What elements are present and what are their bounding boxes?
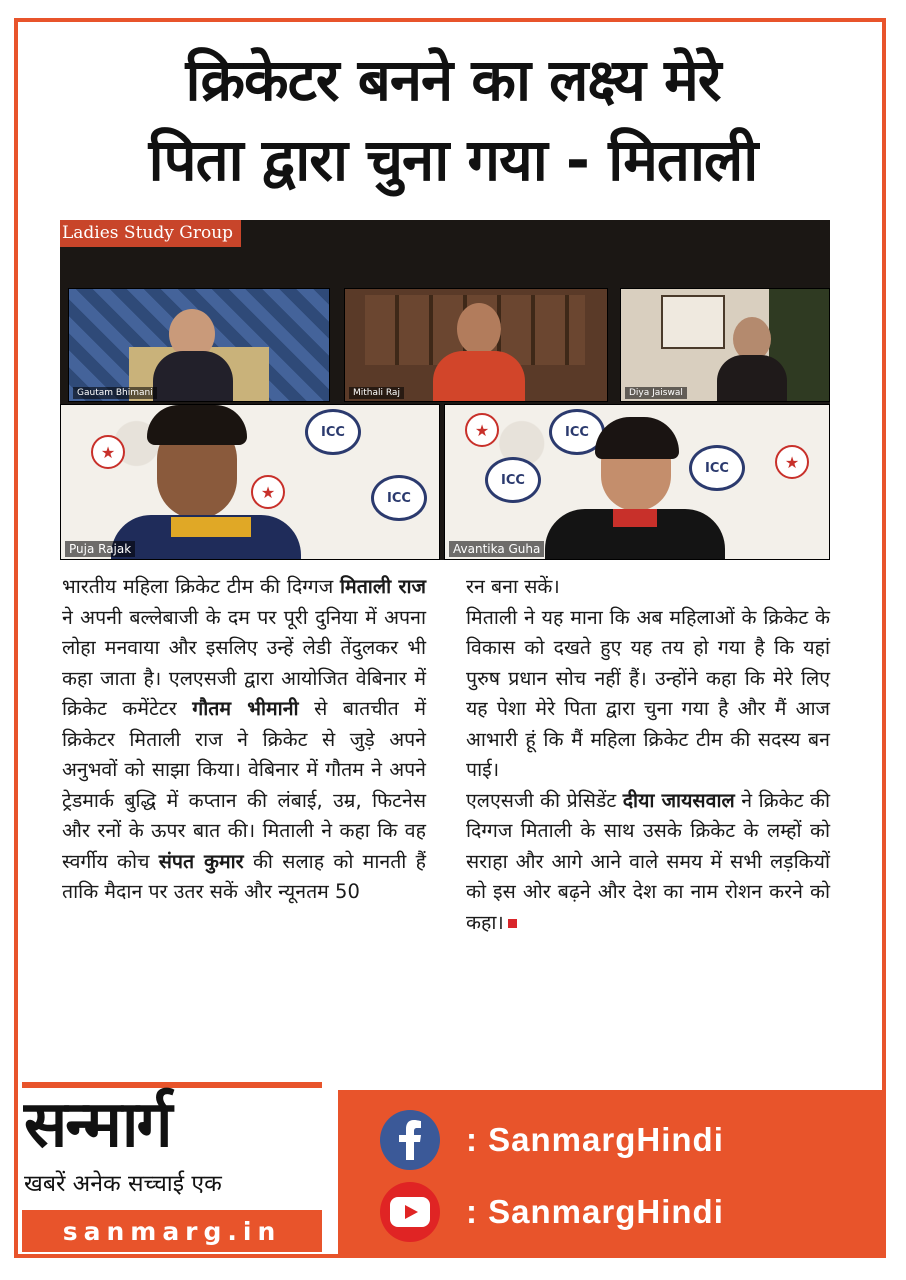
participant-name-4: Puja Rajak <box>65 541 135 557</box>
participant-name-2: Mithali Raj <box>349 387 404 399</box>
star-logo-icon: ★ <box>775 445 809 479</box>
star-logo-icon: ★ <box>91 435 125 469</box>
youtube-row[interactable] <box>380 1182 724 1242</box>
participant-name-5: Avantika Guha <box>449 541 544 557</box>
icc-logo: ICC <box>485 457 541 503</box>
end-mark-icon <box>508 919 517 928</box>
headline-line-2: पिता द्वारा चुना गया - मिताली <box>148 126 758 194</box>
star-logo-icon: ★ <box>251 475 285 509</box>
article-column-right <box>466 572 830 938</box>
article-paragraph <box>466 786 830 939</box>
participant-name-3: Diya Jaiswal <box>625 387 687 399</box>
article-text: एलएसजी की प्रेसिडेंट <box>466 788 623 812</box>
facebook-icon[interactable] <box>380 1110 440 1170</box>
article-bold-name: गौतम भीमानी <box>192 697 299 720</box>
participant-tile-4 <box>60 404 440 560</box>
participant-tile-2 <box>344 288 608 402</box>
headline-line-1: क्रिकेटर बनने का लक्ष्य मेरे <box>185 46 721 114</box>
icc-logo: ICC <box>371 475 427 521</box>
article-bold-name: दीया जायसवाल <box>622 788 735 812</box>
participant-name-1: Gautam Bhimani <box>73 387 157 399</box>
webinar-photo <box>60 220 830 560</box>
article-column-left <box>62 572 426 908</box>
icc-logo: ICC <box>305 409 361 455</box>
article-text: से बातचीत में क्रिकेटर मिताली राज ने क्रिकेट से जुड़े अपने अनुभवों को साझा किया। वेबिनार में गौतम ने अपने ट्रेडमार्क बुद्धि में कप्तान की लंबाई, उम्र, फिटनेस और रनों के ऊपर बात की। मिताली ने कहा कि वह स्वर्गीय कोच <box>62 697 427 873</box>
brand-tagline: खबरें अनेक सच्चाई एक <box>24 1171 222 1197</box>
star-logo-icon: ★ <box>465 413 499 447</box>
article-text: ने अपनी बल्लेबाजी के दम पर पूरी दुनिया में अपना लोहा मनवाया और इसलिए उन्हें लेडी तेंदुलकर भी कहा जाता है। एलएसजी द्वारा आयोजित वेबिनार में क्रिकेट कमेंटेटर <box>62 605 426 720</box>
sanmarg-logo: सन्मार्ग <box>24 1088 171 1162</box>
facebook-row[interactable] <box>380 1110 724 1170</box>
article-bold-name: मिताली राज <box>339 575 427 598</box>
article-paragraph: रन बना सकें। <box>466 575 560 598</box>
social-panel <box>338 1090 884 1254</box>
article-text: की सलाह को मानती हैं ताकि मैदान पर उतर सकें और न्यूनतम 50 <box>62 849 426 903</box>
article-text: भारतीय महिला क्रिकेट टीम की दिग्गज <box>62 575 340 598</box>
article-paragraph <box>62 572 426 908</box>
participant-tile-3 <box>620 288 830 402</box>
facebook-handle[interactable]: : SanmargHindi <box>466 1121 724 1158</box>
participant-tile-5 <box>444 404 830 560</box>
photo-group-tag: Ladies Study Group <box>60 220 241 247</box>
article-text: ने क्रिकेट की दिग्गज मिताली के साथ उसके क्रिकेट के लम्हों को सराहा और आगे आने वाले समय में सभी लड़कियों को इस ओर बढ़ने और देश का नाम रोशन करने को कहा। <box>466 788 830 934</box>
participant-tile-1 <box>68 288 330 402</box>
brand-url[interactable]: sanmarg.in <box>22 1210 322 1252</box>
youtube-handle[interactable]: : SanmargHindi <box>466 1193 724 1230</box>
youtube-icon[interactable] <box>380 1182 440 1242</box>
icc-logo: ICC <box>689 445 745 491</box>
icc-logo: ICC <box>549 409 605 455</box>
headline <box>30 40 876 200</box>
article-paragraph: मिताली ने यह माना कि अब महिलाओं के क्रिकेट के विकास को दखते हुए यह तय हो गया है कि यहां पुरुष प्रधान सोच नहीं हैं। उन्होंने कहा कि मेरे लिए यह पेशा मेरे पिता द्वारा चुना गया है और मैं आज आभारी हूं कि मैं महिला क्रिकेट टीम की सदस्य बन पाई। <box>466 605 830 781</box>
article-bold-name: संपत कुमार <box>158 849 244 873</box>
